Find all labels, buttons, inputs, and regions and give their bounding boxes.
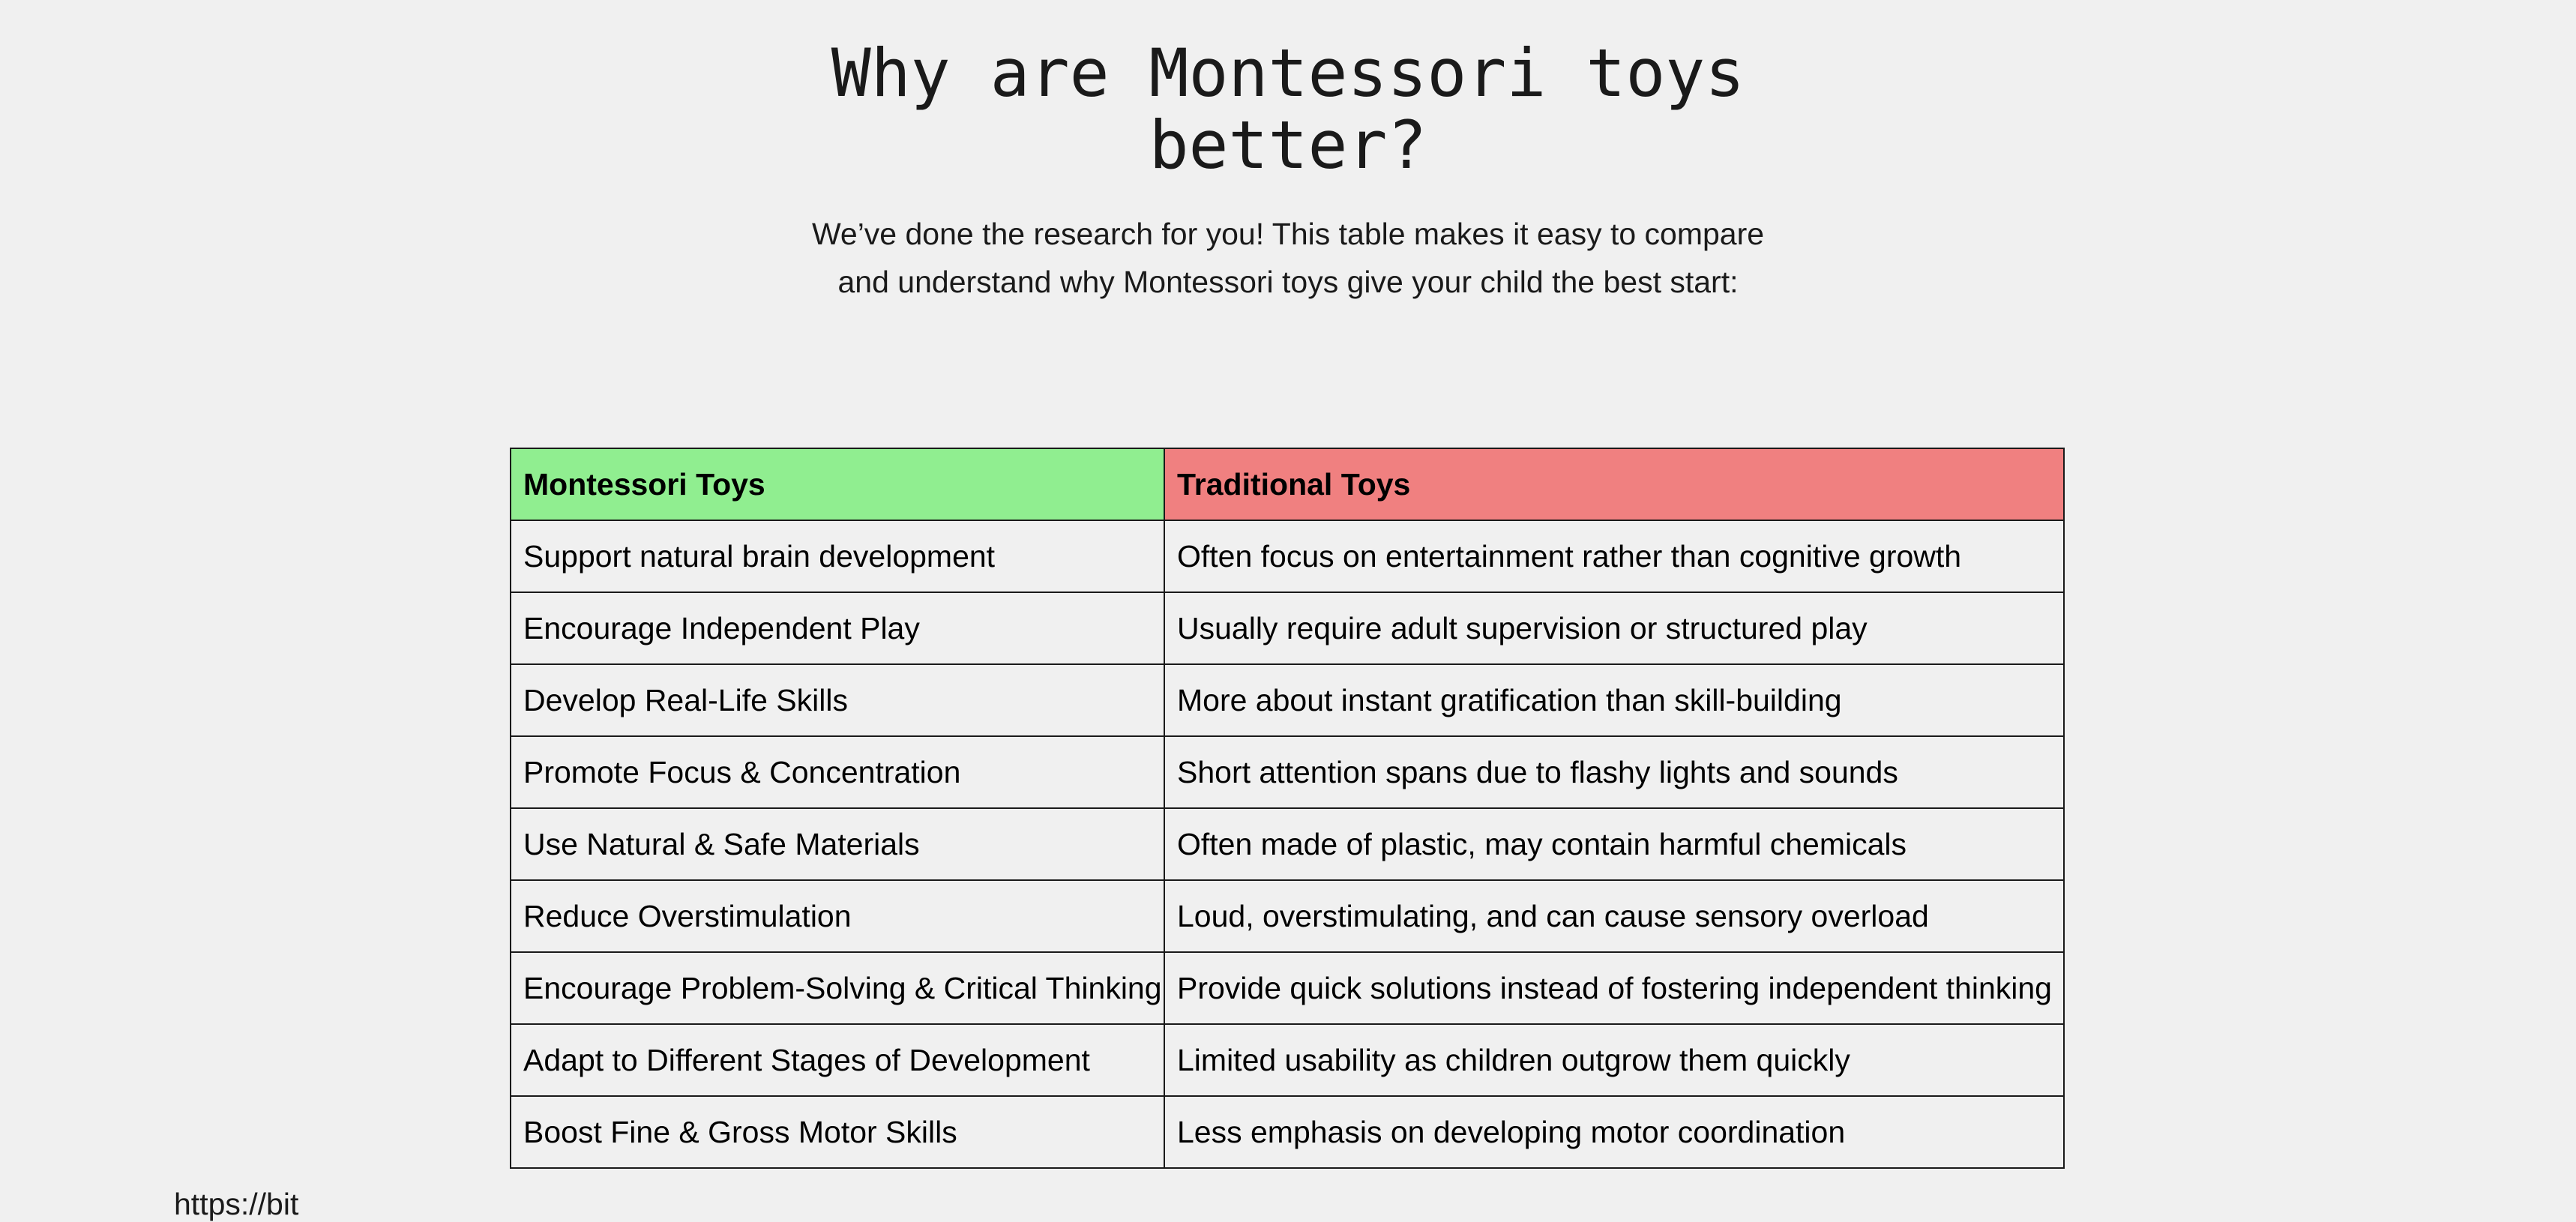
- traditional-cell: Short attention spans due to flashy lights and sounds: [1164, 736, 2064, 808]
- traditional-cell: Often made of plastic, may contain harmful chemicals: [1164, 808, 2064, 880]
- montessori-cell: Promote Focus & Concentration: [511, 736, 1164, 808]
- traditional-cell: More about instant gratification than skill-building: [1164, 664, 2064, 736]
- table-row: [511, 592, 2064, 664]
- montessori-cell: Develop Real-Life Skills: [511, 664, 1164, 736]
- traditional-cell: Provide quick solutions instead of fostering independent thinking: [1164, 952, 2064, 1024]
- table-row: [511, 520, 2064, 592]
- montessori-cell: Encourage Problem-Solving & Critical Thinking: [511, 952, 1164, 1024]
- montessori-cell: Encourage Independent Play: [511, 592, 1164, 664]
- header-montessori-toys: Montessori Toys: [511, 448, 1164, 520]
- page-subtitle: We’ve done the research for you! This table makes it easy to compare and understand why Montessori toys give your child the best start:: [811, 217, 1765, 299]
- comparison-table: [510, 448, 2065, 1169]
- traditional-cell: Loud, overstimulating, and can cause sensory overload: [1164, 880, 2064, 952]
- traditional-cell: Limited usability as children outgrow them quickly: [1164, 1024, 2064, 1096]
- page-title: Why are Montessori toys better?: [831, 34, 1745, 184]
- table-row: [511, 1024, 2064, 1096]
- traditional-cell: Less emphasis on developing motor coordination: [1164, 1096, 2064, 1168]
- montessori-cell: Reduce Overstimulation: [511, 880, 1164, 952]
- table-row: [511, 880, 2064, 952]
- montessori-cell: Adapt to Different Stages of Development: [511, 1024, 1164, 1096]
- table-row: [511, 736, 2064, 808]
- table-row: [511, 1096, 2064, 1168]
- montessori-cell: Support natural brain development: [511, 520, 1164, 592]
- montessori-cell: Use Natural & Safe Materials: [511, 808, 1164, 880]
- montessori-cell: Boost Fine & Gross Motor Skills: [511, 1096, 1164, 1168]
- traditional-cell: Usually require adult supervision or structured play: [1164, 592, 2064, 664]
- table-row: [511, 664, 2064, 736]
- footer-link[interactable]: https://bit: [174, 1187, 299, 1221]
- header-traditional-toys: Traditional Toys: [1164, 448, 2064, 520]
- traditional-cell: Often focus on entertainment rather than cognitive growth: [1164, 520, 2064, 592]
- table-row: [511, 808, 2064, 880]
- table-row: [511, 952, 2064, 1024]
- table-header-row: [511, 448, 2064, 520]
